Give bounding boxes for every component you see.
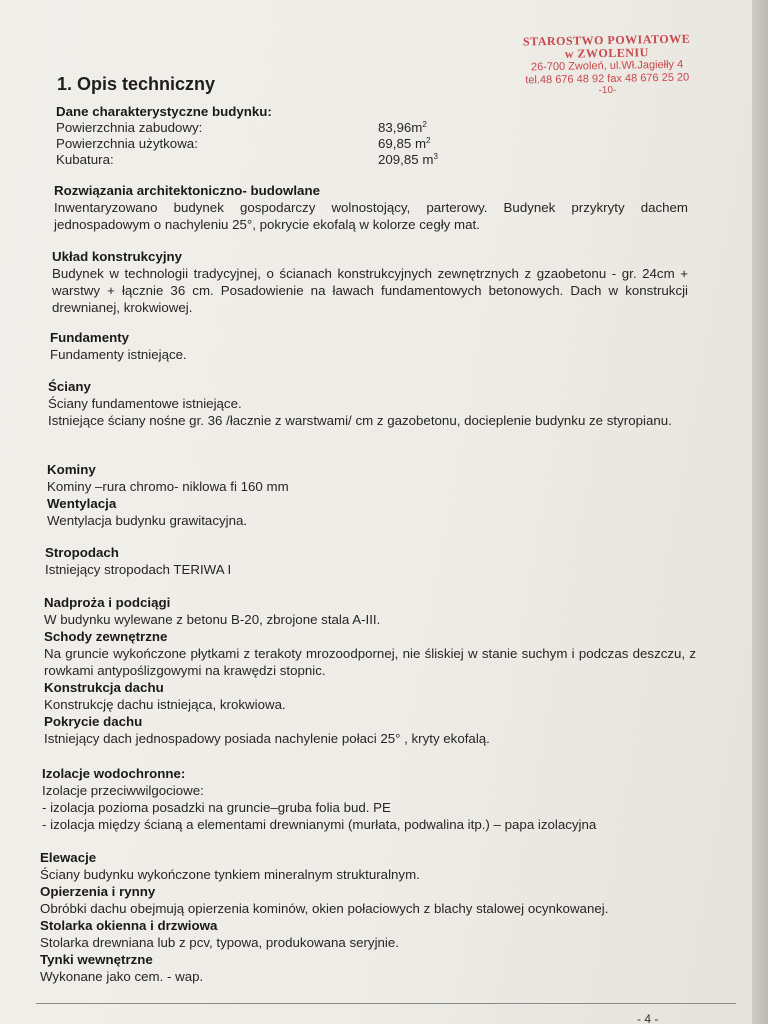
section-text: Na gruncie wykończone płytkami z terakoty mrozoodpornej, nie śliskiej w stanie suchym i podczas deszczu, z rowkami antypoślizgowymi na krawędzi stopnic. (44, 646, 696, 678)
fact-row (56, 152, 438, 168)
section-text: Izolacje przeciwwilgociowe: (42, 783, 204, 798)
building-facts (56, 104, 438, 168)
section-text: Inwentaryzowano budynek gospodarczy wolnostojący, parterowy. Budynek przykryty dachem jednospadowym o nachyleniu 25°, pokrycie ekofalą w kolorze cegły mat. (54, 200, 688, 232)
section-heading: Izolacje wodochronne: (42, 766, 186, 781)
fact-value: $83,96m^2$ (378, 120, 427, 135)
section-text: Istniejące ściany nośne gr. 36 /łacznie z warstwami/ cm z gazobetonu, docieplenie budynku ze styropianu. (48, 413, 672, 428)
section-text: Istniejący dach jednospadowy posiada nachylenie połaci 25° , kryty ekofalą. (44, 731, 490, 746)
footer-divider (36, 1003, 736, 1004)
page-number: - 4 - (637, 1012, 659, 1024)
section-architecture (54, 182, 688, 233)
fact-row (56, 136, 438, 152)
fact-value: 209,85 $m^3$ (378, 152, 438, 167)
stamp-line-5: -10- (598, 84, 617, 96)
section-walls (48, 378, 688, 429)
section-heading: Stropodach (45, 545, 119, 560)
facts-heading: Dane charakterystyczne budynku: (56, 104, 272, 119)
fact-value: 69,85 $m^2$ (378, 136, 431, 151)
stamp-line-1: STAROSTWO POWIATOWE (522, 31, 691, 49)
section-text: Obróbki dachu obejmują opierzenia kominów, okien połaciowych z blachy stalowej ocynkowanej. (40, 901, 609, 916)
section-heading: Stolarka okienna i drzwiowa (40, 918, 218, 933)
section-text: Ściany budynku wykończone tynkiem mineralnym strukturalnym. (40, 867, 420, 882)
section-waterproofing (42, 765, 702, 833)
fact-label: Kubatura: (56, 152, 114, 167)
section-heading: Pokrycie dachu (44, 714, 143, 729)
section-heading: Rozwiązania architektoniczno- budowlane (54, 183, 320, 198)
stamp-line-4: tel.48 676 48 92 fax 48 676 25 20 (525, 71, 690, 87)
stamp-line-3: 26-700 Zwoleń, ul.Wł.Jagiełły 4 (530, 58, 684, 74)
section-facades (40, 849, 700, 985)
page-title: 1. Opis techniczny (57, 74, 216, 94)
fact-row (56, 120, 438, 136)
section-text: Wentylacja budynku grawitacyjna. (47, 513, 248, 528)
section-heading: Tynki wewnętrzne (40, 952, 153, 967)
section-heading: Fundamenty (50, 330, 130, 345)
section-flat-roof (45, 544, 705, 578)
section-chimneys (47, 461, 707, 529)
section-text: Budynek w technologii tradycyjnej, o ścianach konstrukcyjnych zewnętrznych z gzaobetonu - gr. 24cm + warstwy + łącznie 36 cm. Posadowienie na ławach fundamentowych betonowych. Dach w konstrukcji drewnianej, krokwiowej. (52, 266, 688, 315)
office-stamp (511, 32, 702, 95)
section-heading: Ściany (48, 379, 91, 394)
section-text: - izolacja pozioma posadzki na gruncie–gruba folia bud. PE (42, 800, 391, 815)
section-text: Fundamenty istniejące. (50, 347, 187, 362)
section-heading: Opierzenia i rynny (40, 884, 156, 899)
section-text: Istniejący stropodach TERIWA I (45, 562, 232, 577)
section-text: Konstrukcję dachu istniejąca, krokwiowa. (44, 697, 286, 712)
page-edge-shadow (752, 0, 768, 1024)
section-heading: Układ konstrukcyjny (52, 249, 183, 264)
section-text: W budynku wylewane z betonu B-20, zbrojone stala A-III. (44, 612, 381, 627)
fact-label: Powierzchnia zabudowy: (56, 120, 203, 135)
section-structure (52, 248, 688, 316)
section-text: Kominy –rura chromo- niklowa fi 160 mm (47, 479, 289, 494)
fact-label: Powierzchnia użytkowa: (56, 136, 198, 151)
section-text: Wykonane jako cem. - wap. (40, 969, 204, 984)
section-heading: Schody zewnętrzne (44, 629, 168, 644)
stamp-line-2: w ZWOLENIU (564, 45, 649, 61)
section-foundations (50, 329, 710, 363)
section-text: - izolacja między ścianą a elementami drewnianymi (murłata, podwalina itp.) – papa izolacyjna (42, 817, 597, 832)
section-text: Stolarka drewniana lub z pcv, typowa, produkowana seryjnie. (40, 935, 399, 950)
section-heading: Elewacje (40, 850, 97, 865)
section-heading: Nadproża i podciągi (44, 595, 171, 610)
section-heading: Wentylacja (47, 496, 117, 511)
section-heading: Konstrukcja dachu (44, 680, 164, 695)
section-text: Ściany fundamentowe istniejące. (48, 396, 242, 411)
section-heading: Kominy (47, 462, 96, 477)
section-lintels (44, 594, 696, 747)
